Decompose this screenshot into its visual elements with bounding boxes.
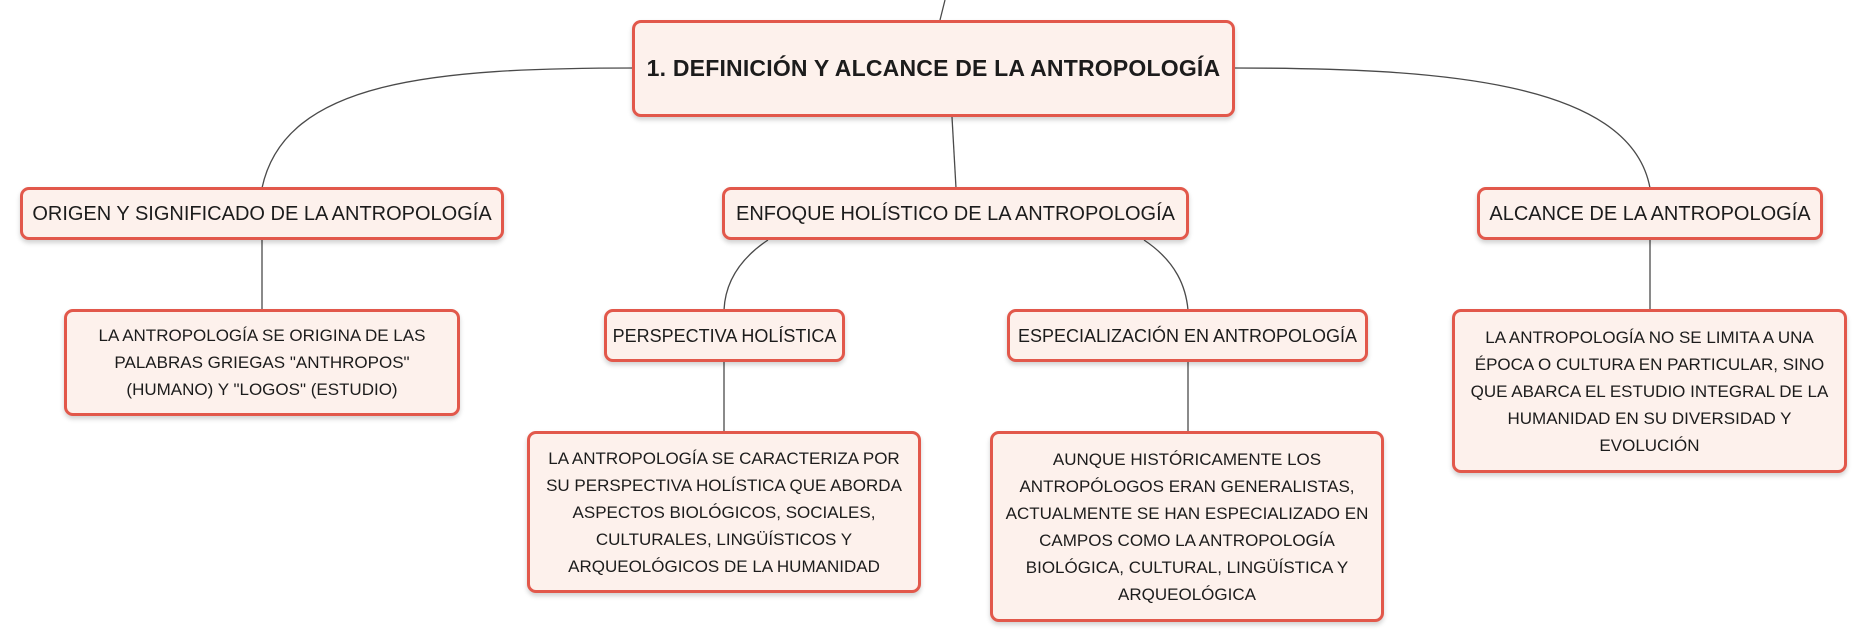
root-topic-label: 1. DEFINICIÓN Y ALCANCE DE LA ANTROPOLOGÍA (646, 55, 1221, 81)
connector-root-enfoque (952, 117, 956, 188)
topic-enfoque-holistico[interactable] (722, 187, 1189, 240)
connector-enfoque-especializacion (1144, 240, 1188, 310)
subtopic-perspectiva-holistica[interactable] (604, 309, 845, 362)
subtopic-especializacion[interactable] (1007, 309, 1368, 362)
detail-perspectiva[interactable] (527, 431, 921, 593)
connector-enfoque-perspectiva (724, 240, 768, 310)
topic-origen-significado[interactable] (20, 187, 504, 240)
connector-root-alcance (1233, 68, 1650, 188)
connector-root-origen (262, 68, 636, 188)
detail-especializacion-text: AUNQUE HISTÓRICAMENTE LOS ANTROPÓLOGOS ERAN GENERALISTAS, ACTUALMENTE SE HAN ESPECIALIZADO EN CAMPOS COMO LA ANTROPOLOGÍA BIOLÓGICA, CULTURAL, LINGÜÍSTICA Y ARQUEOLÓGICA (1005, 449, 1369, 604)
detail-perspectiva-text: LA ANTROPOLOGÍA SE CARACTERIZA POR SU PERSPECTIVA HOLÍSTICA QUE ABORDA ASPECTOS BIOLÓGICOS, SOCIALES, CULTURALES, LINGÜÍSTICOS Y ARQUEOLÓGICOS DE LA HUMANIDAD (546, 448, 902, 576)
detail-especializacion[interactable] (990, 431, 1384, 622)
connector-parent-root (940, 0, 945, 20)
topic-origen-label: ORIGEN Y SIGNIFICADO DE LA ANTROPOLOGÍA (32, 202, 492, 225)
detail-alcance[interactable] (1452, 309, 1847, 473)
detail-alcance-text: LA ANTROPOLOGÍA NO SE LIMITA A UNA ÉPOCA O CULTURA EN PARTICULAR, SINO QUE ABARCA EL ESTUDIO INTEGRAL DE LA HUMANIDAD EN SU DIVERSIDAD Y EVOLUCIÓN (1470, 327, 1829, 455)
topic-enfoque-label: ENFOQUE HOLÍSTICO DE LA ANTROPOLOGÍA (736, 202, 1175, 225)
subtopic-especializacion-label: ESPECIALIZACIÓN EN ANTROPOLOGÍA (1017, 325, 1358, 346)
topic-alcance[interactable] (1477, 187, 1823, 240)
topic-alcance-label: ALCANCE DE LA ANTROPOLOGÍA (1489, 202, 1811, 225)
detail-origen-text: LA ANTROPOLOGÍA SE ORIGINA DE LAS PALABRAS GRIEGAS "ANTHROPOS" (HUMANO) Y "LOGOS" (ESTUDIO) (98, 326, 426, 399)
detail-origen[interactable] (64, 309, 460, 416)
root-topic[interactable] (632, 20, 1235, 117)
subtopic-perspectiva-label: PERSPECTIVA HOLÍSTICA (612, 325, 837, 346)
